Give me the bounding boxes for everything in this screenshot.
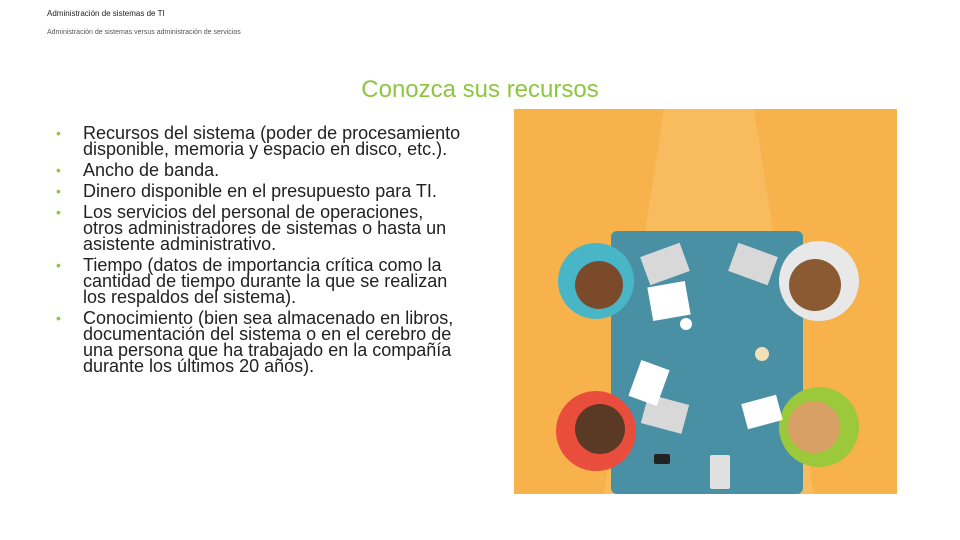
bullet-text: Conocimiento (bien sea almacenado en libros, documentación del sistema o en el cerebro de una persona que ha trabajado en la compañía durante los últimos 20 años).: [83, 308, 454, 376]
bullet-text: Tiempo (datos de importancia crítica como la cantidad de tiempo durante la que se realizan los respaldos del sistema).: [83, 255, 448, 307]
table-icon: [611, 231, 803, 494]
person-bottom-right-icon: [788, 401, 840, 453]
bullet-item: [56, 125, 466, 157]
bullet-item: [56, 183, 466, 199]
person-top-right-icon: [789, 259, 841, 311]
illustration-svg: [514, 109, 897, 494]
bullet-text: Recursos del sistema (poder de procesamiento disponible, memoria y espacio en disco, etc.).: [83, 123, 461, 159]
bullet-icon: •: [56, 204, 61, 220]
course-subtitle: Administración de sistemas versus administración de servicios: [47, 29, 241, 36]
device-icon: [710, 455, 730, 489]
bullet-icon: •: [56, 162, 61, 178]
bullet-icon: •: [56, 257, 61, 273]
cup-icon: [680, 318, 692, 330]
person-bottom-left-icon: [575, 404, 625, 454]
bullet-icon: •: [56, 183, 61, 199]
bullet-text: Los servicios del personal de operaciones, otros administradores de sistemas o hasta un asistente administrativo.: [83, 202, 447, 254]
chart-paper-icon: [647, 281, 690, 321]
bullet-item: [56, 257, 466, 305]
course-title: Administración de sistemas de TI: [47, 9, 165, 18]
coffee-cup-icon: [755, 347, 769, 361]
bullet-item: [56, 310, 466, 374]
bullet-list: [56, 125, 466, 379]
bullet-item: [56, 162, 466, 178]
bullet-text: Dinero disponible en el presupuesto para TI.: [83, 181, 437, 201]
bullet-item: [56, 204, 466, 252]
bullet-icon: •: [56, 310, 61, 326]
slide-title: Conozca sus recursos: [361, 76, 599, 103]
phone-icon: [654, 454, 670, 464]
bullet-icon: •: [56, 125, 61, 141]
person-top-left-icon: [575, 261, 623, 309]
bullet-text: Ancho de banda.: [83, 160, 220, 180]
team-meeting-illustration: [514, 109, 897, 494]
